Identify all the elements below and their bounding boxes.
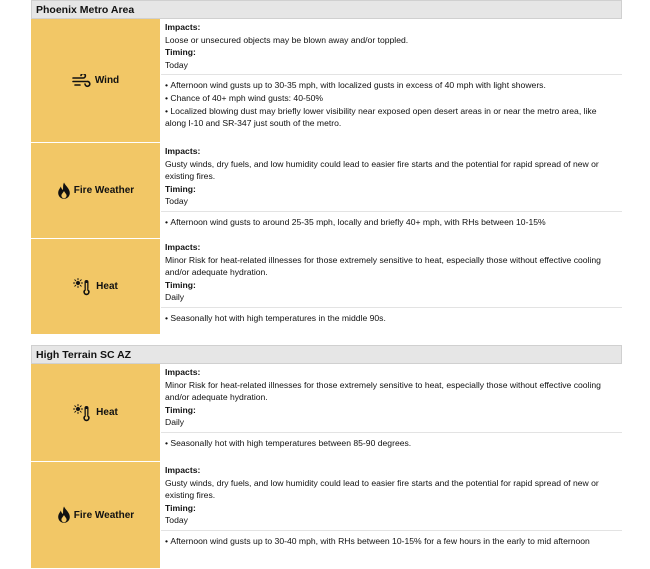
hazard-label: [31, 239, 161, 334]
hazard-name: Heat: [96, 281, 118, 292]
timing-text: Daily: [165, 417, 185, 428]
hazard-name: Wind: [94, 75, 120, 86]
impacts-label: Impacts:: [165, 242, 201, 252]
detail-item: • Afternoon wind gusts up to 30-40 mph, with RHs between 10-15% for a few hours in the early to mid afternoon: [165, 535, 618, 548]
detail-item: • Localized blowing dust may briefly lower visibility near exposed open desert areas in or near the metro area, like along I-10 and SR-347 just south of the metro.: [165, 105, 618, 130]
detail-item: • Seasonally hot with high temperatures between 85-90 degrees.: [165, 437, 618, 450]
hazard-content: [161, 239, 622, 334]
hazard-name: Heat: [96, 407, 118, 418]
hazard-label: [31, 364, 161, 461]
impacts-block: [161, 19, 622, 75]
impacts-block: [161, 143, 622, 212]
wind-icon: [72, 74, 92, 88]
details-block: [161, 212, 622, 232]
details-block: [161, 433, 622, 453]
impacts-label: Impacts:: [165, 22, 201, 32]
timing-label: Timing:: [165, 502, 196, 513]
timing-text: Today: [165, 196, 188, 207]
hazard-content: [161, 462, 622, 568]
timing-text: Today: [165, 59, 188, 70]
timing-label: Timing:: [165, 279, 196, 290]
impacts-text: Minor Risk for heat-related illnesses for those extremely sensitive to heat, especially those without effective cooling and/or adequate hydration.: [165, 379, 601, 403]
thermometer-sun-icon: [73, 278, 93, 296]
impacts-text: Minor Risk for heat-related illnesses for those extremely sensitive to heat, especially those without effective cooling and/or adequate hydration.: [165, 254, 601, 278]
detail-item: • Chance of 40+ mph wind gusts: 40-50%: [165, 92, 618, 105]
details-block: [161, 531, 622, 551]
hazard-content: [161, 143, 622, 238]
impacts-label: Impacts:: [165, 465, 201, 475]
impacts-text: Loose or unsecured objects may be blown away and/or toppled.: [165, 34, 409, 45]
timing-label: Timing:: [165, 404, 196, 415]
hazard-row-fire-weather: [31, 143, 622, 239]
section-high-terrain: [31, 345, 622, 568]
impacts-text: Gusty winds, dry fuels, and low humidity could lead to easier fire starts and the potential for rapid spread of new or existing fires.: [165, 158, 599, 182]
details-block: [161, 308, 622, 328]
detail-item: • Afternoon wind gusts up to 30-35 mph, with localized gusts in excess of 40 mph with light showers.: [165, 79, 618, 92]
impacts-label: Impacts:: [165, 367, 201, 377]
flame-icon: [57, 506, 71, 524]
timing-label: Timing:: [165, 183, 196, 194]
hazard-name: Fire Weather: [73, 509, 135, 521]
thermometer-sun-icon: [73, 404, 93, 422]
details-block: [161, 75, 622, 132]
impacts-block: [161, 364, 622, 433]
hazard-label: [31, 19, 161, 142]
hazard-name: Fire Weather: [73, 185, 135, 196]
detail-item: • Afternoon wind gusts to around 25-35 mph, locally and briefly 40+ mph, with RHs between 10-15%: [165, 216, 618, 229]
hazard-content: [161, 364, 622, 461]
section-phoenix-metro: [31, 0, 622, 335]
hazard-label: [31, 462, 161, 568]
section-title: Phoenix Metro Area: [31, 0, 622, 19]
flame-icon: [57, 182, 71, 200]
timing-text: Daily: [165, 292, 185, 303]
detail-item: • Seasonally hot with high temperatures in the middle 90s.: [165, 312, 618, 325]
impacts-text: Gusty winds, dry fuels, and low humidity could lead to easier fire starts and the potential for rapid spread of new or existing fires.: [165, 477, 599, 501]
impacts-block: [161, 462, 622, 531]
hazard-row-heat: [31, 364, 622, 462]
hazard-row-heat: [31, 239, 622, 335]
hazard-row-fire-weather: [31, 462, 622, 568]
section-title: High Terrain SC AZ: [31, 345, 622, 364]
timing-text: Today: [165, 515, 188, 526]
hazard-content: [161, 19, 622, 142]
impacts-block: [161, 239, 622, 308]
impacts-label: Impacts:: [165, 146, 201, 156]
hazard-row-wind: [31, 19, 622, 143]
hazard-label: [31, 143, 161, 238]
timing-label: Timing:: [165, 47, 196, 58]
